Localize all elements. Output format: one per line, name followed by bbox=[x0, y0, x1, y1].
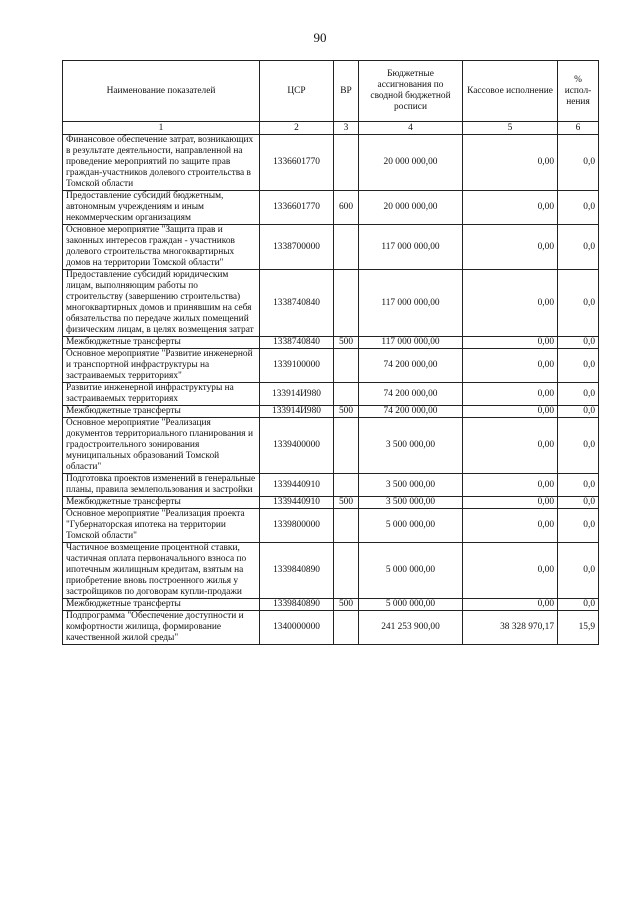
column-number: 1 bbox=[63, 122, 260, 135]
row-name-cell: Основное мероприятие "Реализация документов территориального планирования и градостроительного зонирования муниципальных образований Томской области" bbox=[63, 418, 260, 474]
row-allocation-cell: 241 253 900,00 bbox=[359, 611, 463, 645]
table-row bbox=[63, 406, 599, 418]
row-allocation-cell: 5 000 000,00 bbox=[359, 543, 463, 599]
table-row bbox=[63, 225, 599, 270]
column-number: 3 bbox=[334, 122, 359, 135]
table-row bbox=[63, 135, 599, 191]
row-name-cell: Развитие инженерной инфраструктуры на застраиваемых территориях bbox=[63, 383, 260, 406]
row-cash-cell: 0,00 bbox=[463, 497, 558, 509]
row-allocation-cell: 3 500 000,00 bbox=[359, 474, 463, 497]
row-percent-cell: 0,0 bbox=[558, 474, 599, 497]
row-cash-cell: 0,00 bbox=[463, 418, 558, 474]
row-allocation-cell: 3 500 000,00 bbox=[359, 418, 463, 474]
row-percent-cell: 0,0 bbox=[558, 225, 599, 270]
row-name-cell: Подпрограмма "Обеспечение доступности и комфортности жилища, формирование качественной жилой среды" bbox=[63, 611, 260, 645]
page-number: 90 bbox=[313, 30, 327, 45]
row-percent-cell: 0,0 bbox=[558, 337, 599, 349]
row-vr-cell bbox=[334, 135, 359, 191]
row-percent-cell: 15,9 bbox=[558, 611, 599, 645]
table-row bbox=[63, 383, 599, 406]
row-cash-cell: 0,00 bbox=[463, 135, 558, 191]
row-vr-cell bbox=[334, 543, 359, 599]
row-percent-cell: 0,0 bbox=[558, 406, 599, 418]
row-allocation-cell: 20 000 000,00 bbox=[359, 191, 463, 225]
row-allocation-cell: 3 500 000,00 bbox=[359, 497, 463, 509]
header-allocation: Бюджетные ассигнования по сводной бюджетной росписи bbox=[359, 61, 463, 122]
row-cash-cell: 0,00 bbox=[463, 474, 558, 497]
row-name-cell: Межбюджетные трансферты bbox=[63, 337, 260, 349]
table-row bbox=[63, 509, 599, 543]
row-csr-cell: 1339840890 bbox=[260, 543, 334, 599]
row-allocation-cell: 5 000 000,00 bbox=[359, 509, 463, 543]
row-allocation-cell: 74 200 000,00 bbox=[359, 406, 463, 418]
table-row bbox=[63, 474, 599, 497]
row-vr-cell bbox=[334, 225, 359, 270]
row-allocation-cell: 20 000 000,00 bbox=[359, 135, 463, 191]
row-csr-cell: 1339100000 bbox=[260, 349, 334, 383]
table-row bbox=[63, 191, 599, 225]
row-cash-cell: 0,00 bbox=[463, 509, 558, 543]
table-row bbox=[63, 611, 599, 645]
row-name-cell: Основное мероприятие "Защита прав и законных интересов граждан - участников долевого строительства многоквартирных домов на территории Томской области" bbox=[63, 225, 260, 270]
row-vr-cell: 500 bbox=[334, 497, 359, 509]
row-allocation-cell: 117 000 000,00 bbox=[359, 270, 463, 337]
column-number: 5 bbox=[463, 122, 558, 135]
row-percent-cell: 0,0 bbox=[558, 191, 599, 225]
row-csr-cell: 133914И980 bbox=[260, 406, 334, 418]
column-number: 2 bbox=[260, 122, 334, 135]
table-body bbox=[63, 135, 599, 645]
row-csr-cell: 1339440910 bbox=[260, 474, 334, 497]
header-name: Наименование показателей bbox=[63, 61, 260, 122]
column-number: 6 bbox=[558, 122, 599, 135]
row-percent-cell: 0,0 bbox=[558, 135, 599, 191]
row-allocation-cell: 74 200 000,00 bbox=[359, 383, 463, 406]
table-row bbox=[63, 543, 599, 599]
row-csr-cell: 133914И980 bbox=[260, 383, 334, 406]
row-cash-cell: 0,00 bbox=[463, 406, 558, 418]
table-row bbox=[63, 349, 599, 383]
row-allocation-cell: 74 200 000,00 bbox=[359, 349, 463, 383]
table-row bbox=[63, 599, 599, 611]
column-number: 4 bbox=[359, 122, 463, 135]
budget-execution-table bbox=[62, 60, 599, 645]
row-vr-cell bbox=[334, 611, 359, 645]
table-header-row bbox=[63, 61, 599, 122]
row-vr-cell bbox=[334, 509, 359, 543]
header-cash-execution: Кассовое исполнение bbox=[463, 61, 558, 122]
row-name-cell: Финансовое обеспечение затрат, возникающих в результате деятельности, направленной на проведение мероприятий по защите прав граждан-участников долевого строительства в Томской области bbox=[63, 135, 260, 191]
column-number-row bbox=[63, 122, 599, 135]
row-name-cell: Межбюджетные трансферты bbox=[63, 599, 260, 611]
row-csr-cell: 1336601770 bbox=[260, 135, 334, 191]
header-vr: ВР bbox=[334, 61, 359, 122]
table-row bbox=[63, 497, 599, 509]
row-vr-cell bbox=[334, 474, 359, 497]
row-percent-cell: 0,0 bbox=[558, 270, 599, 337]
table-row bbox=[63, 418, 599, 474]
row-percent-cell: 0,0 bbox=[558, 497, 599, 509]
row-name-cell: Основное мероприятие "Реализация проекта "Губернаторская ипотека на территории Томской области" bbox=[63, 509, 260, 543]
row-percent-cell: 0,0 bbox=[558, 418, 599, 474]
row-csr-cell: 1339840890 bbox=[260, 599, 334, 611]
row-vr-cell bbox=[334, 418, 359, 474]
row-cash-cell: 0,00 bbox=[463, 225, 558, 270]
header-csr: ЦСР bbox=[260, 61, 334, 122]
row-allocation-cell: 117 000 000,00 bbox=[359, 225, 463, 270]
row-cash-cell: 38 328 970,17 bbox=[463, 611, 558, 645]
row-name-cell: Межбюджетные трансферты bbox=[63, 406, 260, 418]
row-cash-cell: 0,00 bbox=[463, 337, 558, 349]
row-vr-cell bbox=[334, 349, 359, 383]
row-vr-cell bbox=[334, 270, 359, 337]
row-csr-cell: 1338740840 bbox=[260, 337, 334, 349]
row-percent-cell: 0,0 bbox=[558, 543, 599, 599]
row-name-cell: Предоставление субсидий бюджетным, автономным учреждениям и иным некоммерческим организациям bbox=[63, 191, 260, 225]
row-percent-cell: 0,0 bbox=[558, 509, 599, 543]
row-csr-cell: 1340000000 bbox=[260, 611, 334, 645]
row-percent-cell: 0,0 bbox=[558, 349, 599, 383]
row-vr-cell: 500 bbox=[334, 337, 359, 349]
header-percent-execution: % испол-нения bbox=[558, 61, 599, 122]
row-cash-cell: 0,00 bbox=[463, 191, 558, 225]
table-row bbox=[63, 337, 599, 349]
row-name-cell: Предоставление субсидий юридическим лицам, выполняющим работы по строительству (завершению строительства) многоквартирных домов и принявшим на себя обязательства по передаче жилых помещений физическим лицам, в целях возмещения затрат bbox=[63, 270, 260, 337]
row-vr-cell: 500 bbox=[334, 599, 359, 611]
row-vr-cell: 500 bbox=[334, 406, 359, 418]
row-cash-cell: 0,00 bbox=[463, 349, 558, 383]
row-cash-cell: 0,00 bbox=[463, 270, 558, 337]
row-cash-cell: 0,00 bbox=[463, 383, 558, 406]
row-name-cell: Частичное возмещение процентной ставки, частичная оплата первоначального взноса по ипотечным жилищным кредитам, взятым на приобретение вновь построенного жилья у застройщиков по договорам купли-продажи bbox=[63, 543, 260, 599]
row-csr-cell: 1339400000 bbox=[260, 418, 334, 474]
row-csr-cell: 1338700000 bbox=[260, 225, 334, 270]
row-name-cell: Межбюджетные трансферты bbox=[63, 497, 260, 509]
row-percent-cell: 0,0 bbox=[558, 599, 599, 611]
table-row bbox=[63, 270, 599, 337]
row-cash-cell: 0,00 bbox=[463, 599, 558, 611]
row-csr-cell: 1339800000 bbox=[260, 509, 334, 543]
row-vr-cell: 600 bbox=[334, 191, 359, 225]
row-cash-cell: 0,00 bbox=[463, 543, 558, 599]
row-csr-cell: 1338740840 bbox=[260, 270, 334, 337]
row-vr-cell bbox=[334, 383, 359, 406]
row-allocation-cell: 5 000 000,00 bbox=[359, 599, 463, 611]
row-percent-cell: 0,0 bbox=[558, 383, 599, 406]
row-csr-cell: 1339440910 bbox=[260, 497, 334, 509]
row-csr-cell: 1336601770 bbox=[260, 191, 334, 225]
row-name-cell: Основное мероприятие "Развитие инженерной и транспортной инфраструктуры на застраиваемых территориях" bbox=[63, 349, 260, 383]
row-allocation-cell: 117 000 000,00 bbox=[359, 337, 463, 349]
row-name-cell: Подготовка проектов изменений в генеральные планы, правила землепользования и застройки bbox=[63, 474, 260, 497]
